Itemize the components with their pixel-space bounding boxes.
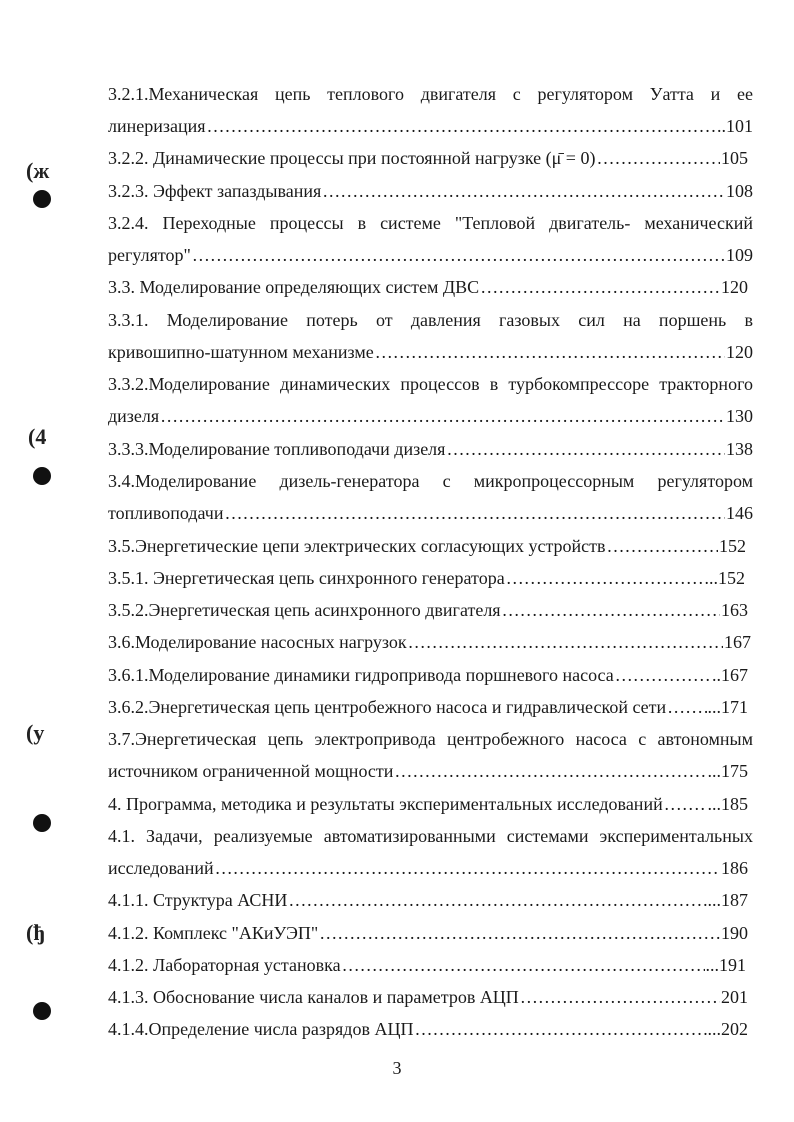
- toc-page-number: 109: [726, 245, 753, 265]
- toc-entry-title: 4.1.3. Обоснование числа каналов и параметров АЦП: [108, 987, 519, 1007]
- toc-entry: [108, 271, 748, 303]
- toc-entry: [108, 1013, 748, 1045]
- toc-leader-dots: [480, 271, 720, 303]
- toc-entry-title: дизеля: [108, 406, 160, 426]
- binder-hole-dot: [33, 190, 51, 208]
- toc-entry: [108, 110, 753, 142]
- toc-page-number: 152: [719, 536, 746, 556]
- toc-entry: [108, 336, 753, 368]
- toc-leader-dots: [502, 594, 720, 626]
- margin-handwritten-mark: (у: [26, 720, 45, 745]
- toc-page-number: 130: [726, 406, 753, 426]
- toc-leader-dots: [192, 239, 725, 271]
- toc-page-number: ...185: [707, 794, 748, 814]
- toc-entry: [108, 659, 748, 691]
- toc-entry: [108, 562, 745, 594]
- toc-entry-title: 3.5.2.Энергетическая цепь асинхронного двигателя: [108, 600, 501, 620]
- toc-page-number: ...187: [707, 890, 748, 910]
- toc-entry: [108, 530, 746, 562]
- toc-leader-dots: [319, 917, 720, 949]
- toc-leader-dots: [160, 400, 725, 432]
- toc-entry-title: 4. Программа, методика и результаты экспериментальных исследований: [108, 794, 663, 814]
- toc-leader-dots: [615, 659, 711, 691]
- binder-hole-dot: [33, 467, 51, 485]
- toc-entry-title: топливоподачи: [108, 503, 224, 523]
- toc-entry: [108, 981, 748, 1013]
- margin-handwritten-mark: (ж: [26, 158, 50, 183]
- toc-leader-dots: [375, 336, 725, 368]
- toc-page-number: 201: [721, 987, 748, 1007]
- toc-entry: [108, 852, 748, 884]
- toc-entry-title: 3.3. Моделирование определяющих систем ДВС: [108, 277, 480, 297]
- toc-entry-title: 4.1.2. Лабораторная установка: [108, 955, 341, 975]
- toc-leader-dots: [664, 788, 707, 820]
- toc-leader-dots: [322, 175, 725, 207]
- toc-entry-text: 3.3.1. Моделирование потерь от давления газовых сил на поршень в: [108, 310, 753, 330]
- toc-page-number: ..152: [709, 568, 745, 588]
- toc-entry: [108, 626, 751, 658]
- toc-entry-text: 3.3.2.Моделирование динамических процессов в турбокомпрессоре тракторного: [108, 374, 753, 394]
- toc-entry-text: 3.7.Энергетическая цепь электропривода центробежного насоса с автономным: [108, 729, 753, 749]
- toc-entry-title: 4.1.4.Определение числа разрядов АЦП: [108, 1019, 414, 1039]
- binder-hole-dot: [33, 814, 51, 832]
- toc-entry-title: 3.5.Энергетические цепи электрических согласующих устройств: [108, 536, 606, 556]
- toc-entry: [108, 788, 748, 820]
- toc-page-number: ...202: [707, 1019, 748, 1039]
- toc-page-number: 120: [726, 342, 753, 362]
- toc-leader-dots: [414, 1013, 706, 1045]
- toc-page-number: ..167: [712, 665, 748, 685]
- toc-entry: [108, 497, 753, 529]
- toc-entry: [108, 691, 748, 723]
- toc-entry-title: 3.3.3.Моделирование топливоподачи дизеля: [108, 439, 446, 459]
- toc-entry: [108, 433, 753, 465]
- toc-entry-text: 3.4.Моделирование дизель-генератора с микропроцессорным регулятором: [108, 471, 753, 491]
- toc-entry: [108, 175, 753, 207]
- toc-leader-dots: [667, 691, 706, 723]
- page-number: 3: [392, 1058, 402, 1078]
- toc-entry: [108, 755, 748, 787]
- toc-page-number: ...191: [705, 955, 746, 975]
- toc-entry-title: 3.6.Моделирование насосных нагрузок: [108, 632, 407, 652]
- toc-entry: [108, 142, 748, 174]
- margin-handwritten-mark: (4: [28, 424, 47, 449]
- toc-page-number: 186: [721, 858, 748, 878]
- toc-page-number: ..101: [717, 116, 753, 136]
- toc-entry-title: 4.1.1. Структура АСНИ: [108, 890, 288, 910]
- toc-leader-dots: [520, 981, 720, 1013]
- toc-leader-dots: [607, 530, 718, 562]
- toc-entry: [108, 594, 748, 626]
- toc-leader-dots: [224, 497, 725, 529]
- toc-page-number: 167: [724, 632, 751, 652]
- toc-page-number: ...171: [707, 697, 748, 717]
- toc-entry-title: 3.6.1.Моделирование динамики гидропривода поршневого насоса: [108, 665, 614, 685]
- toc-entry: [108, 917, 748, 949]
- toc-entry-text: 4.1. Задачи, реализуемые автоматизированными системами экспериментальных: [108, 826, 753, 846]
- toc-entry-title: кривошипно-шатунном механизме: [108, 342, 374, 362]
- toc-entry: [108, 884, 748, 916]
- toc-entry-title: исследований: [108, 858, 214, 878]
- toc-entry-title: источником ограниченной мощности: [108, 761, 394, 781]
- toc-entry: [108, 949, 746, 981]
- toc-entry-title: регулятор": [108, 245, 191, 265]
- toc-page-number: 163: [721, 600, 748, 620]
- toc-entry-title: 3.5.1. Энергетическая цепь синхронного генератора: [108, 568, 505, 588]
- toc-entry: [108, 239, 753, 271]
- toc-page-number: 108: [726, 181, 753, 201]
- toc-page-number: 138: [726, 439, 753, 459]
- binder-hole-dot: [33, 1002, 51, 1020]
- toc-leader-dots: [506, 562, 708, 594]
- toc-entry: [108, 400, 753, 432]
- toc-entry-title: 3.2.3. Эффект запаздывания: [108, 181, 322, 201]
- toc-entry-title: 3.2.2. Динамические процессы при постоянной нагрузке (μ̄ = 0): [108, 148, 596, 168]
- toc-leader-dots: [446, 433, 725, 465]
- toc-leader-dots: [288, 884, 706, 916]
- toc-entry-title: 4.1.2. Комплекс "АКиУЭП": [108, 923, 319, 943]
- toc-page-number: 190: [721, 923, 748, 943]
- toc-page-number: 105: [721, 148, 748, 168]
- toc-leader-dots: [342, 949, 705, 981]
- toc-leader-dots: [408, 626, 723, 658]
- margin-handwritten-mark: (ђ: [26, 920, 46, 945]
- toc-page-number: 146: [726, 503, 753, 523]
- toc-leader-dots: [596, 142, 720, 174]
- toc-page-number: ...175: [707, 761, 748, 781]
- toc-leader-dots: [394, 755, 706, 787]
- toc-entry-text: 3.2.1.Механическая цепь теплового двигателя с регулятором Уатта и ее: [108, 84, 753, 104]
- toc-entry-text: 3.2.4. Переходные процессы в системе "Тепловой двигатель- механический: [108, 213, 753, 233]
- toc-page-number: 120: [721, 277, 748, 297]
- toc-leader-dots: [207, 110, 716, 142]
- toc-entry-title: линеризация: [108, 116, 206, 136]
- toc-entry-title: 3.6.2.Энергетическая цепь центробежного насоса и гидравлической сети: [108, 697, 667, 717]
- toc-leader-dots: [215, 852, 720, 884]
